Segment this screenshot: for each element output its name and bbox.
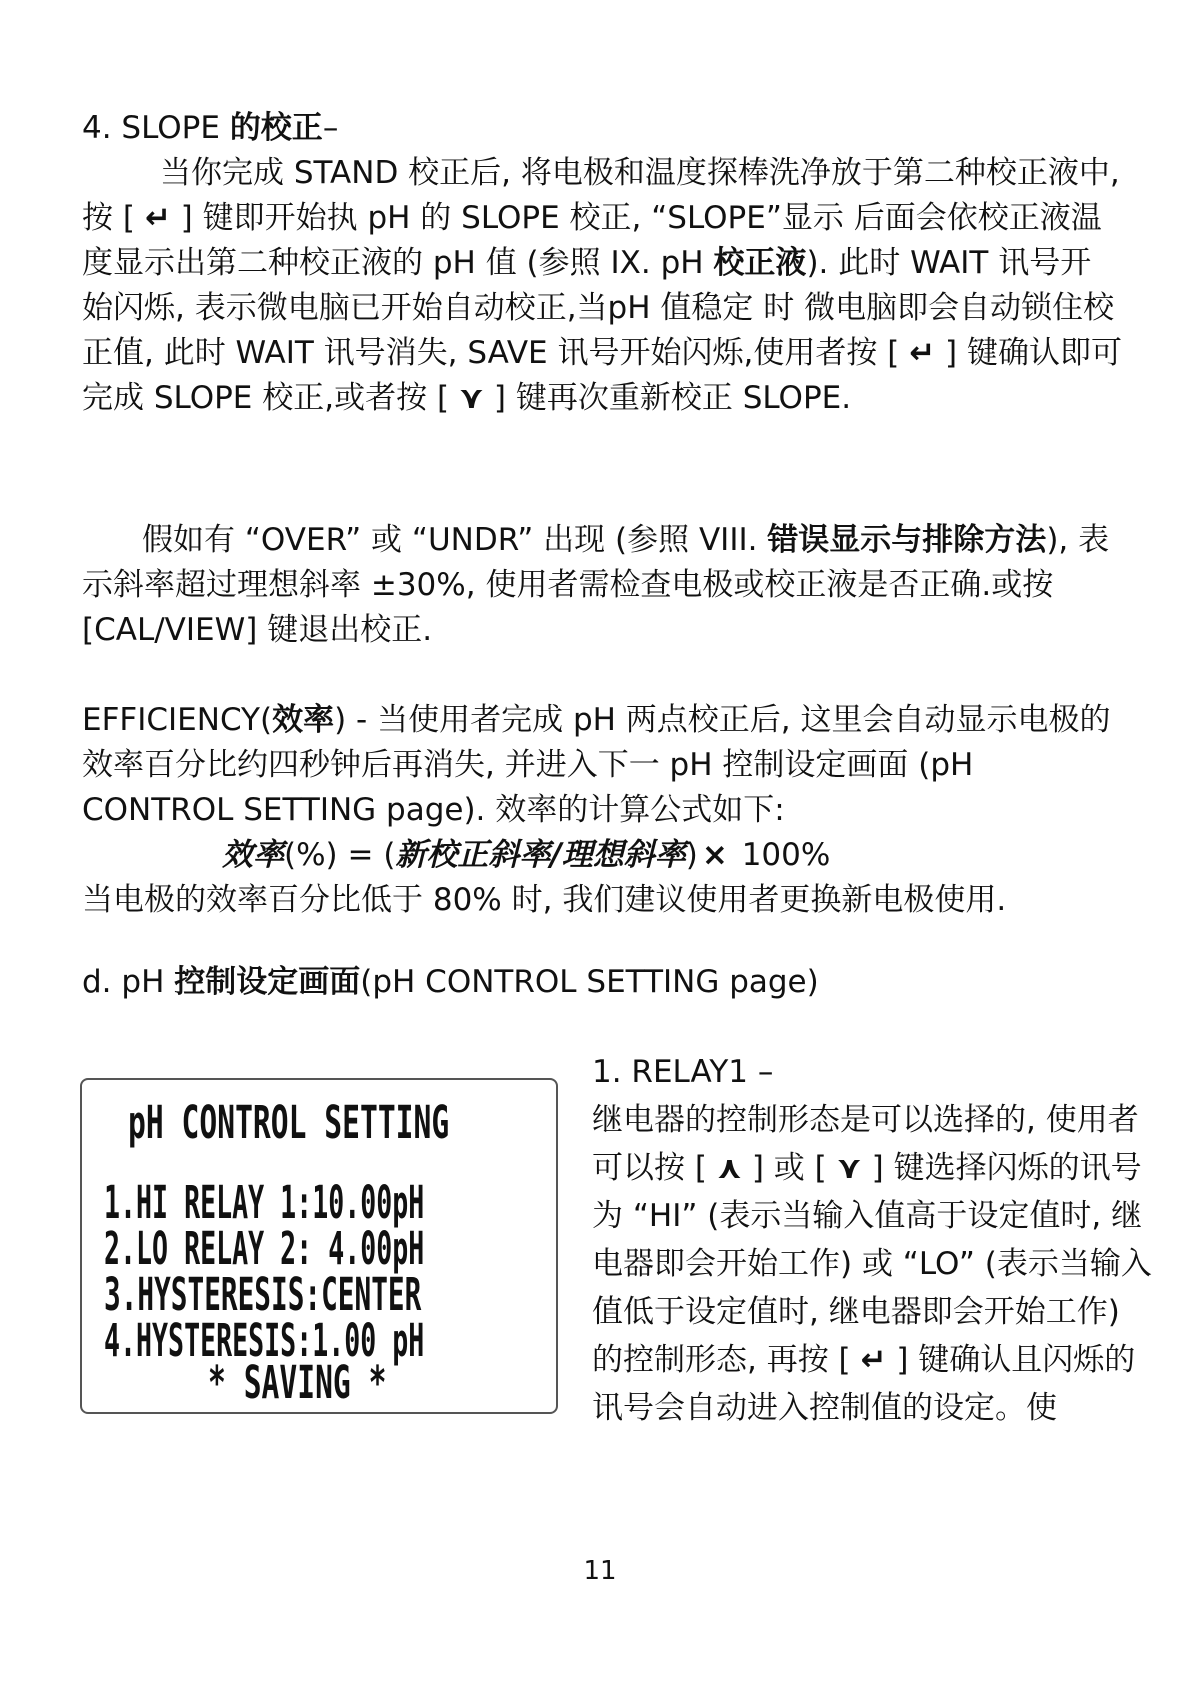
lcd-line-hi-relay: 1.HI RELAY 1:10.00pH — [104, 1176, 425, 1229]
lcd-title: pH CONTROL SETTING — [128, 1096, 450, 1149]
section-slope — [82, 106, 1122, 421]
efficiency-note: 当电极的效率百分比低于 80% 时, 我们建议使用者更换新电极使用. — [82, 882, 1007, 918]
efficiency-paragraph: EFFICIENCY(效率) - 当使用者完成 pH 两点校正后, 这里会自动显示电极的效率百分比约四秒钟后再消失, 并进入下一 pH 控制设定画面 (pH CONTROL SETTING page). 效率的计算公式如下: — [82, 702, 1111, 828]
lcd-line-hysteresis-mode: 3.HYSTERESIS:CENTER — [104, 1268, 422, 1321]
lcd-status: * SAVING * — [208, 1356, 387, 1409]
relay1-section — [592, 1048, 1152, 1432]
relay1-heading: 1. RELAY1 – — [592, 1054, 774, 1090]
efficiency-formula: 效率(%) = (新校正斜率/理想斜率) × 100% — [222, 837, 831, 873]
enter-key-icon: ↵ — [860, 1342, 887, 1378]
lcd-line-hysteresis-value: 4.HYSTERESIS:1.00 pH — [104, 1314, 425, 1367]
over-undr-note — [82, 518, 1122, 653]
section-d-heading: d. pH 控制设定画面(pH CONTROL SETTING page) — [82, 964, 819, 1000]
relay1-paragraph: 继电器的控制形态是可以选择的, 使用者可以按 [ ⋏ ] 或 [ ⋎ ] 键选择闪烁的讯号为 “HI” (表示当输入值高于设定值时, 继电器即会开始工作) 或 “LO” (表示当输入值低于设定值时, 继电器即会开始工作) 的控制形态, 再按 [ ↵ ] 键确认且闪烁的讯号会自动进入控制值的设定。使 — [592, 1102, 1152, 1426]
enter-key-icon: ↵ — [144, 200, 171, 236]
over-undr-paragraph: 假如有 “OVER” 或 “UNDR” 出现 (参照 VIII. 错误显示与排除方法), 表示斜率超过理想斜率 ±30%, 使用者需检查电极或校正液是否正确.或按[CAL/VIEW] 键退出校正. — [82, 522, 1110, 648]
down-key-icon: ⋎ — [836, 1150, 862, 1186]
up-key-icon: ⋏ — [716, 1150, 742, 1186]
multiply-icon: × — [701, 837, 728, 873]
page-number: 11 — [583, 1556, 617, 1586]
slope-heading: 4. SLOPE 的校正– — [82, 110, 339, 146]
lcd-display — [80, 1078, 558, 1414]
slope-paragraph: 当你完成 STAND 校正后, 将电极和温度探棒洗净放于第二种校正液中, 按 [ ↵ ] 键即开始执 pH 的 SLOPE 校正, “SLOPE”显示 后面会依校正液温度显示出第二种校正液的 pH 值 (参照 IX. pH 校正液). 此时 WAIT 讯号开始闪烁, 表示微电脑已开始自动校正,当pH 值稳定 时 微电脑即会自动锁住校正值, 此时 WAIT 讯号消失, SAVE 讯号开始闪烁,使用者按 [ ↵ ] 键确认即可完成 SLOPE 校正,或者按 [ ⋎ ] 键再次重新校正 SLOPE. — [82, 155, 1122, 416]
down-key-icon: ⋎ — [458, 380, 485, 416]
lcd-line-lo-relay: 2.LO RELAY 2: 4.00pH — [104, 1222, 425, 1275]
enter-key-icon: ↵ — [909, 335, 936, 371]
efficiency-section — [82, 698, 1122, 923]
